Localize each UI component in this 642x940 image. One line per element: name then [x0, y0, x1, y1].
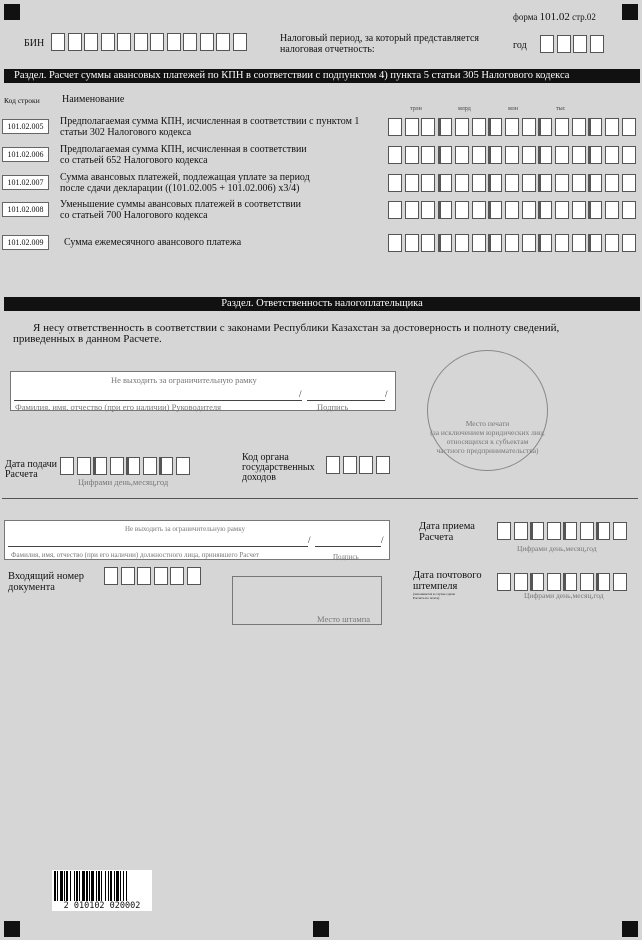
barcode-bar [66, 871, 68, 901]
digit-cell[interactable] [143, 457, 157, 475]
digit-cell[interactable] [216, 33, 230, 51]
digit-cell[interactable] [605, 201, 619, 219]
digit-cell[interactable] [522, 174, 536, 192]
digit-cell[interactable] [110, 457, 124, 475]
row-name-line1: Предполагаемая сумма КПН, исчисленная в соответствии с пунктом 1 [60, 116, 360, 127]
digit-cell[interactable] [104, 567, 118, 585]
row-code: 101.02.007 [2, 175, 49, 190]
col-unit-mlrd: млрд [458, 106, 471, 112]
digit-cell[interactable] [326, 456, 340, 474]
digit-cell[interactable] [613, 522, 627, 540]
digit-cell[interactable] [505, 146, 519, 164]
digit-cell[interactable] [622, 118, 636, 136]
barcode-bar [126, 871, 127, 901]
digit-cell[interactable] [405, 118, 419, 136]
digit-cell[interactable] [167, 33, 181, 51]
digit-cell[interactable] [187, 567, 201, 585]
barcode-bar [70, 871, 71, 901]
digit-cell[interactable] [405, 174, 419, 192]
statement-line1: Я несу ответственность в соответствии с законами Республики Казахстан за достоверность и полноту сведений, [33, 322, 560, 334]
digit-cell[interactable] [538, 174, 552, 192]
year-label: год [513, 40, 527, 51]
digit-cell[interactable] [530, 522, 544, 540]
barcode-bar [101, 871, 102, 901]
fio-head-caption: Фамилия, имя, отчество (при его наличии) Руководителя [15, 402, 222, 412]
barcode-bar [116, 871, 119, 901]
signature-line [315, 546, 381, 547]
digit-cell[interactable] [388, 201, 402, 219]
digit-cell[interactable] [613, 573, 627, 591]
digit-cell[interactable] [159, 457, 173, 475]
section2-title: Раздел. Ответственность налогоплательщика [4, 297, 640, 311]
digit-cell[interactable] [572, 201, 586, 219]
digit-cell[interactable] [573, 35, 587, 53]
postmark-note-line2: Расчета по почте) [413, 596, 440, 600]
digit-cell[interactable] [538, 234, 552, 252]
row-code: 101.02.006 [2, 147, 49, 162]
registration-mark-top-right [622, 4, 638, 20]
digit-cell[interactable] [555, 174, 569, 192]
col-code-header: Код строки [4, 96, 40, 105]
barcode-bars [52, 871, 152, 901]
row-name-line1: Уменьшение суммы авансовых платежей в соответствии [60, 199, 302, 210]
digit-cell[interactable] [472, 146, 486, 164]
digit-cell[interactable] [580, 522, 594, 540]
digit-cell[interactable] [497, 522, 511, 540]
digit-cell[interactable] [505, 201, 519, 219]
row-code: 101.02.005 [2, 119, 49, 134]
official-signature-frame[interactable] [4, 520, 390, 560]
barcode-bar [120, 871, 121, 901]
digit-cell[interactable] [605, 118, 619, 136]
digit-cell[interactable] [84, 33, 98, 51]
barcode-bar [54, 871, 56, 901]
col-unit-mln: млн [508, 106, 519, 112]
digit-cell[interactable] [455, 234, 469, 252]
barcode-bar [110, 871, 112, 901]
digit-cell[interactable] [588, 234, 602, 252]
digit-cell[interactable] [472, 234, 486, 252]
digit-cell[interactable] [438, 174, 452, 192]
digit-cell[interactable] [557, 35, 571, 53]
digit-cell[interactable] [405, 201, 419, 219]
digit-cell[interactable] [421, 174, 435, 192]
period-label-line1: Налоговый период, за который представляется [280, 33, 480, 44]
fio-line [14, 400, 302, 401]
digit-cell[interactable] [605, 234, 619, 252]
barcode-bar [114, 871, 115, 901]
submit-date-label-line1: Дата подачи [5, 459, 58, 470]
stamp-frame [232, 576, 382, 625]
digit-cell[interactable] [421, 146, 435, 164]
digit-cell[interactable] [438, 118, 452, 136]
digit-cell[interactable] [472, 201, 486, 219]
digit-cell[interactable] [455, 118, 469, 136]
statement-line2: приведенных в данном Расчете. [13, 333, 162, 345]
digit-cell[interactable] [200, 33, 214, 51]
digit-cell[interactable] [514, 522, 528, 540]
digit-cell[interactable] [572, 174, 586, 192]
digit-cell[interactable] [538, 146, 552, 164]
digit-cell[interactable] [170, 567, 184, 585]
digit-cell[interactable] [438, 201, 452, 219]
barcode-bar [60, 871, 63, 901]
digit-cell[interactable] [455, 201, 469, 219]
period-label-line2: налоговая отчетность: [280, 44, 375, 55]
postmark-note-line1: (заполняется в случае сдачи [413, 592, 455, 596]
registration-mark-bottom-left [4, 921, 20, 937]
digit-cell[interactable] [405, 234, 419, 252]
digit-cell[interactable] [150, 33, 164, 51]
digit-cell[interactable] [488, 201, 502, 219]
barcode-bar [91, 871, 94, 901]
digit-cell[interactable] [622, 146, 636, 164]
digit-cell[interactable] [590, 35, 604, 53]
digit-cell[interactable] [488, 174, 502, 192]
digit-cell[interactable] [77, 457, 91, 475]
digit-cell[interactable] [622, 201, 636, 219]
digit-cell[interactable] [505, 234, 519, 252]
org-code-label-line2: государственных [242, 462, 315, 473]
barcode-bar [76, 871, 78, 901]
line-slash: / [385, 389, 388, 399]
digit-cell[interactable] [572, 146, 586, 164]
col-unit-tys: тыс [556, 106, 566, 112]
barcode-bar [108, 871, 109, 901]
digit-cell[interactable] [580, 573, 594, 591]
digit-cell[interactable] [588, 174, 602, 192]
digit-cell[interactable] [388, 146, 402, 164]
digit-cell[interactable] [505, 174, 519, 192]
digit-cell[interactable] [376, 456, 390, 474]
digit-cell[interactable] [505, 118, 519, 136]
barcode-bar [74, 871, 75, 901]
digit-cell[interactable] [68, 33, 82, 51]
incoming-label-line2: документа [8, 582, 55, 593]
form-id: форма 101.02 стр.02 [513, 11, 596, 23]
digit-cell[interactable] [555, 146, 569, 164]
section-divider [2, 498, 638, 499]
signature-caption: Подпись [317, 402, 349, 412]
digit-cell[interactable] [588, 146, 602, 164]
digit-cell[interactable] [388, 118, 402, 136]
digit-cell[interactable] [555, 201, 569, 219]
row-name-line2: статьи 302 Налогового кодекса [60, 127, 192, 138]
digit-cell[interactable] [60, 457, 74, 475]
digit-cell[interactable] [405, 146, 419, 164]
barcode-bar [96, 871, 97, 901]
digit-cell[interactable] [421, 201, 435, 219]
digit-cell[interactable] [497, 573, 511, 591]
digit-cell[interactable] [472, 118, 486, 136]
digit-cell[interactable] [588, 201, 602, 219]
digit-cell[interactable] [538, 201, 552, 219]
barcode-bar [98, 871, 100, 901]
digit-cell[interactable] [421, 234, 435, 252]
barcode-bar [86, 871, 88, 901]
digit-cell[interactable] [359, 456, 373, 474]
signature-caption: Подпись [333, 553, 359, 561]
digit-cell[interactable] [522, 234, 536, 252]
postmark-date-hint: Цифрами день,месяц,год [524, 591, 604, 600]
digit-cell[interactable] [488, 118, 502, 136]
submit-date-hint: Цифрами день,месяц,год [78, 477, 169, 487]
barcode-bar [79, 871, 80, 901]
digit-cell[interactable] [388, 174, 402, 192]
digit-cell[interactable] [555, 118, 569, 136]
row-name-line1: Сумма авансовых платежей, подлежащая уплате за период [60, 172, 310, 183]
postmark-label-line2: штемпеля [413, 581, 458, 592]
digit-cell[interactable] [93, 457, 107, 475]
digit-cell[interactable] [117, 33, 131, 51]
digit-cell[interactable] [514, 573, 528, 591]
digit-cell[interactable] [555, 234, 569, 252]
digit-cell[interactable] [472, 174, 486, 192]
receipt-date-hint: Цифрами день,месяц,год [517, 544, 597, 553]
digit-cell[interactable] [622, 174, 636, 192]
digit-cell[interactable] [438, 146, 452, 164]
digit-cell[interactable] [547, 522, 561, 540]
line-slash: / [381, 535, 384, 545]
org-code-label-line1: Код органа [242, 452, 289, 463]
barcode-bar [89, 871, 90, 901]
digit-cell[interactable] [137, 567, 151, 585]
digit-cell[interactable] [126, 457, 140, 475]
digit-cell[interactable] [343, 456, 357, 474]
digit-cell[interactable] [622, 234, 636, 252]
digit-cell[interactable] [438, 234, 452, 252]
col-unit-trln: трлн [410, 106, 422, 112]
digit-cell[interactable] [572, 118, 586, 136]
stamp-caption: Место штампа [317, 614, 371, 624]
row-name-line2: со статьей 700 Налогового кодекса [60, 210, 208, 221]
org-code-label-line3: доходов [242, 472, 276, 483]
line-slash: / [299, 389, 302, 399]
digit-cell[interactable] [233, 33, 247, 51]
section1-title: Раздел. Расчет суммы авансовых платежей по КПН в соответствии с подпунктом 4) пункта 5 статьи 305 Налогового кодекса [4, 69, 640, 83]
submit-date-label-line2: Расчета [5, 469, 38, 480]
fio-official-caption: Фамилия, имя, отчество (при его наличии) должностного лица, принявшего Расчет [11, 551, 260, 559]
digit-cell[interactable] [540, 35, 554, 53]
digit-cell[interactable] [183, 33, 197, 51]
registration-mark-bottom-center [313, 921, 329, 937]
registration-mark-bottom-right [622, 921, 638, 937]
receipt-date-label-line2: Расчета [419, 532, 454, 543]
digit-cell[interactable] [522, 118, 536, 136]
receipt-date-label-line1: Дата приема [419, 521, 475, 532]
digit-cell[interactable] [522, 146, 536, 164]
head-signature-frame[interactable] [10, 371, 396, 411]
row-name-line2: со статьей 652 Налогового кодекса [60, 155, 208, 166]
line-slash: / [308, 535, 311, 545]
postmark-label-line1: Дата почтового [413, 570, 482, 581]
digit-cell[interactable] [388, 234, 402, 252]
digit-cell[interactable] [134, 33, 148, 51]
digit-cell[interactable] [101, 33, 115, 51]
barcode [52, 870, 152, 911]
barcode-bar [123, 871, 124, 901]
signature-line [307, 400, 385, 401]
digit-cell[interactable] [455, 146, 469, 164]
fio-line [8, 546, 308, 547]
bin-label: БИН [24, 38, 45, 49]
digit-cell[interactable] [605, 174, 619, 192]
digit-cell[interactable] [421, 118, 435, 136]
seal-circle [427, 350, 548, 471]
digit-cell[interactable] [530, 573, 544, 591]
frame-hint: Не выходить за ограничительную рамку [111, 375, 257, 385]
seal-caption: Место печати (за исключением юридических лиц, относящихся к субъектам частного предпринимательства) [430, 419, 545, 455]
digit-cell[interactable] [563, 573, 577, 591]
incoming-label-line1: Входящий номер [8, 571, 85, 582]
row-name-line1: Предполагаемая сумма КПН, исчисленная в соответствии [60, 144, 307, 155]
barcode-bar [64, 871, 65, 901]
row-code: 101.02.008 [2, 202, 49, 217]
row-name-line2: после сдачи декларации ((101.02.005 + 101.02.006) х3/4) [60, 183, 300, 194]
digit-cell[interactable] [572, 234, 586, 252]
digit-cell[interactable] [588, 118, 602, 136]
digit-cell[interactable] [563, 522, 577, 540]
digit-cell[interactable] [522, 201, 536, 219]
digit-cell[interactable] [605, 146, 619, 164]
digit-cell[interactable] [488, 146, 502, 164]
digit-cell[interactable] [596, 573, 610, 591]
barcode-number: 2 010102 020002 [63, 901, 141, 911]
barcode-bar [82, 871, 85, 901]
row-code: 101.02.009 [2, 235, 49, 250]
barcode-bar [57, 871, 58, 901]
barcode-bar [105, 871, 106, 901]
digit-cell[interactable] [547, 573, 561, 591]
digit-cell[interactable] [455, 174, 469, 192]
digit-cell[interactable] [121, 567, 135, 585]
row-name-line1: Сумма ежемесячного авансового платежа [64, 237, 242, 248]
registration-mark-top-left [4, 4, 20, 20]
digit-cell[interactable] [596, 522, 610, 540]
frame-hint: Не выходить за ограничительную рамку [125, 525, 246, 533]
col-name-header: Наименование [62, 94, 125, 105]
digit-cell[interactable] [154, 567, 168, 585]
digit-cell[interactable] [176, 457, 190, 475]
digit-cell[interactable] [538, 118, 552, 136]
digit-cell[interactable] [51, 33, 65, 51]
digit-cell[interactable] [488, 234, 502, 252]
